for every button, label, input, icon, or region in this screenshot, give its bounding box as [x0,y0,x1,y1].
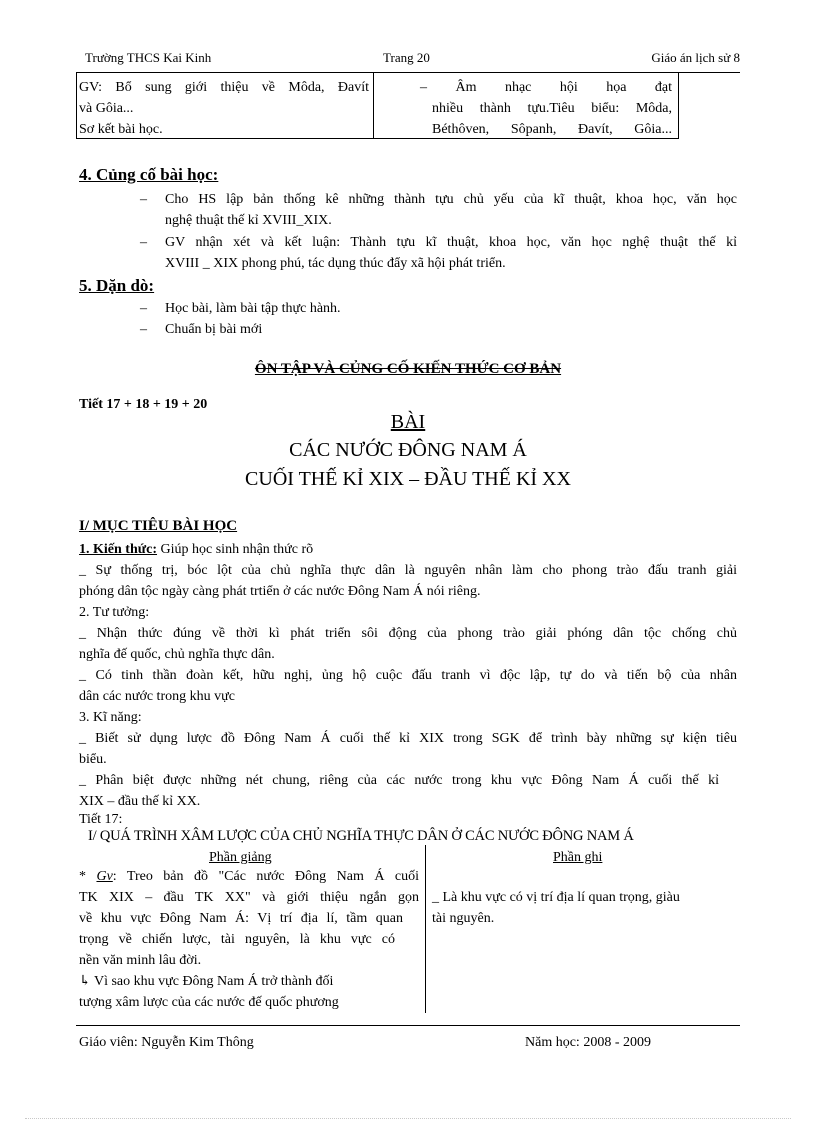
note-text-line: _ Là khu vực có vị trí địa lí quan trọng, giàu [432,890,680,905]
subject-name: Giáo án lịch sử 8 [651,50,740,65]
table-divider [373,72,374,138]
list-item: – Học bài, làm bài tập thực hành. [165,298,341,319]
column-header-right: Phần ghi [553,850,603,865]
dash-icon: – [140,322,147,337]
knowledge-line: 1. Kiến thức: Giúp học sinh nhận thức rõ [79,542,314,557]
table-border [678,72,679,138]
paragraph-line: XIX – đầu thế kỉ XX. [79,794,201,809]
paragraph-line: _ Nhận thức đúng về thời kì phát triển sôi động của phong trào giải phóng dân tộc chống chủ [79,626,737,641]
school-name: Trường THCS Kai Kinh [85,50,212,65]
section-1-title: I/ QUÁ TRÌNH XÂM LƯỢC CỦA CHỦ NGHĨA THỰC DÂN Ở CÁC NƯỚC ĐÔNG NAM Á [88,828,634,844]
lesson-text-line: về khu vực Đông Nam Á: Vị trí địa lí, tầm quan [79,911,403,926]
header-rule [76,72,740,73]
paragraph-line: nghĩa đế quốc, chủ nghĩa thực dân. [79,647,275,662]
list-item-continued: nghệ thuật thế kỉ XVIII_XIX. [165,213,332,228]
footer-teacher: Giáo viên: Nguyễn Kim Thông [79,1035,254,1050]
lesson-title-line-2: CÁC NƯỚC ĐÔNG NAM Á [289,439,527,461]
page-edge [25,1118,791,1119]
table-cell-right: nhiều thành tựu.Tiêu biểu: Môda, [432,101,672,116]
table-cell-right: Béthôven, Sôpanh, Đavít, Gôia... [432,122,672,137]
paragraph-line: _ Phân biệt được những nét chung, riêng của các nước trong khu vực Đông Nam Á cuối thế kỉ [79,773,719,788]
dash-icon: – [140,301,147,316]
skill-label: 3. Kĩ năng: [79,710,142,725]
list-item: – GV nhận xét và kết luận: Thành tựu kĩ thuật, khoa học, văn học nghệ thuật thế kỉ [165,232,737,253]
page-header [85,50,740,68]
objectives-heading: I/ MỤC TIÊU BÀI HỌC [79,518,238,534]
paragraph-line: phóng dân tộc ngày càng phát trtiển ở các nước Đông Nam Á nói riêng. [79,584,481,599]
list-item: – Cho HS lập bản thống kê những thành tựu chủ yếu của kĩ thuật, khoa học, văn học [165,189,737,210]
note-text-line: tài nguyên. [432,911,495,926]
knowledge-label: 1. Kiến thức: [79,542,158,557]
lesson-text-line: nền văn minh lâu đời. [79,953,202,968]
lesson-text-line: trọng về chiến lược, tài nguyên, là khu vực có [79,932,395,947]
section-5-title: 5. Dặn dò: [79,276,155,295]
table-cell-right: – Âm nhạc hội họa đạt [420,80,672,95]
column-header-left: Phần giảng [209,850,272,865]
lesson-title-line-3: CUỐI THẾ KỈ XIX – ĐẦU THẾ KỈ XX [245,468,571,490]
arrow-right-icon: ↳ [79,974,94,989]
paragraph-line: biểu. [79,752,107,767]
paragraph-line: _ Biết sử dụng lược đồ Đông Nam Á cuối thế kỉ XIX trong SGK để trình bày những sự kiện tiêu [79,731,737,746]
lesson-text-line: tượng xâm lược của các nước đế quốc phương [79,995,339,1010]
dash-icon: – [140,235,147,250]
lesson-title-line-1: BÀI [390,411,426,433]
lesson-text-line: TK XIX – đầu TK XX" và giới thiệu ngắn gọn [79,890,419,905]
paragraph-line: _ Sự thống trị, bóc lột của chủ nghĩa thực dân là nguyên nhân làm cho phong trào đấu tranh giải [79,563,737,578]
list-item-continued: XVIII _ XIX phong phú, tác dụng thúc đẩy xã hội phát triển. [165,256,506,271]
page-number: Trang 20 [383,50,430,65]
dash-icon: – [140,192,147,207]
footer-rule [76,1025,740,1026]
lesson-label: Tiết 17 + 18 + 19 + 20 [79,397,208,412]
paragraph-line: _ Có tinh thần đoàn kết, hữu nghị, ủng hộ cuộc đấu tranh vì độc lập, tự do và tiến bộ của nhân [79,668,737,683]
list-item: – Chuẩn bị bài mới [165,319,262,340]
gv-label: Gv [96,869,113,884]
thought-label: 2. Tư tưởng: [79,605,150,620]
lesson-text-line: ↳ Vì sao khu vực Đông Nam Á trở thành đối [79,974,334,989]
footer-year: Năm học: 2008 - 2009 [525,1035,651,1050]
column-divider [425,845,426,1013]
table-cell-left: GV: Bổ sung giới thiệu về Môda, Đavít [79,80,369,95]
section-4-title: 4. Củng cố bài học: [79,165,219,184]
paragraph-line: dân các nước trong khu vực [79,689,235,704]
table-border [76,72,77,138]
table-cell-left: và Gôia... [79,101,134,116]
review-title: ÔN TẬP VÀ CỦNG CỐ KIẾN THỨC CƠ BẢN [254,361,562,377]
table-cell-left: Sơ kết bài học. [79,122,163,137]
tiet-label: Tiết 17: [79,812,123,827]
lesson-text-line: * Gv: Treo bản đồ "Các nước Đông Nam Á cuối [79,869,419,884]
